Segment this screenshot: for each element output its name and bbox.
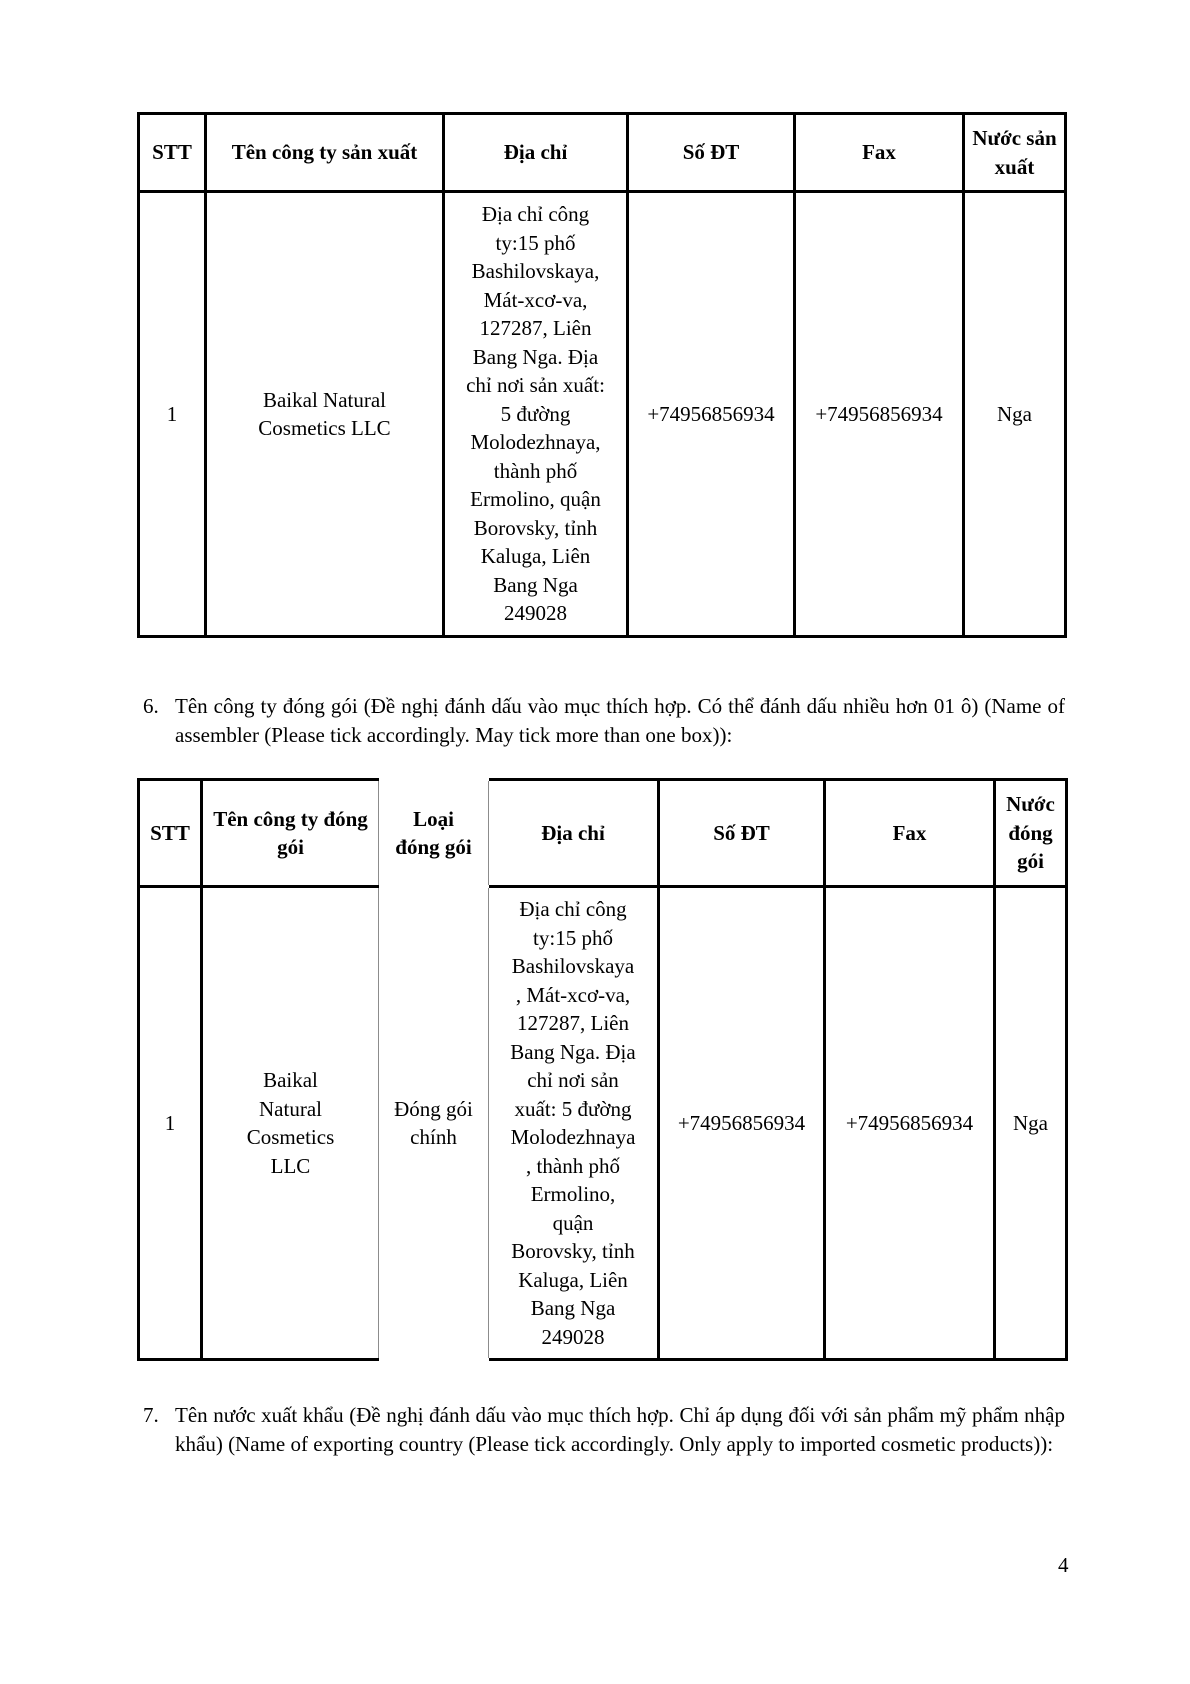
manufacturer-table-row (139, 192, 1066, 637)
page-number: 4 (1058, 1553, 1069, 1577)
cell-company-name: Baikal Natural Cosmetics LLC (206, 192, 444, 637)
cell-stt: 1 (139, 887, 202, 1360)
cell-packaging-type: Đóng gói chính (379, 887, 489, 1360)
col-header-address: Địa chỉ (444, 114, 628, 192)
col-header-phone: Số ĐT (628, 114, 795, 192)
col-header-manufacturer-name: Tên công ty sản xuất (206, 114, 444, 192)
col-header-assembler-name: Tên công ty đóng gói (202, 780, 379, 887)
col-header-stt: STT (139, 114, 206, 192)
section-7-paragraph (137, 1401, 1065, 1458)
manufacturer-table (137, 112, 1067, 638)
section-6-paragraph (137, 692, 1065, 749)
cell-country: Nga (964, 192, 1066, 637)
col-header-stt: STT (139, 780, 202, 887)
col-header-fax: Fax (825, 780, 995, 887)
cell-country: Nga (995, 887, 1067, 1360)
cell-fax: +74956856934 (795, 192, 964, 637)
section-6-number: 6. (143, 694, 159, 718)
col-header-address: Địa chỉ (489, 780, 659, 887)
col-header-packaging-type: Loại đóng gói (379, 780, 489, 887)
col-header-phone: Số ĐT (659, 780, 825, 887)
section-7-number: 7. (143, 1403, 159, 1427)
section-6-text: Tên công ty đóng gói (Đề nghị đánh dấu vào mục thích hợp. Có thể đánh dấu nhiều hơn 01 ô) (Name of assembler (Please tick accordingly. May tick more than one box)): (175, 694, 1065, 747)
col-header-manufacturing-country: Nước sản xuất (964, 114, 1066, 192)
manufacturer-table-header-row (139, 114, 1066, 192)
assembler-table (137, 778, 1068, 1361)
cell-company-name: Baikal Natural Cosmetics LLC (202, 887, 379, 1360)
cell-phone: +74956856934 (659, 887, 825, 1360)
col-header-fax: Fax (795, 114, 964, 192)
cell-phone: +74956856934 (628, 192, 795, 637)
section-7-text: Tên nước xuất khẩu (Đề nghị đánh dấu vào mục thích hợp. Chỉ áp dụng đối với sản phẩm mỹ phẩm nhập khẩu) (Name of exporting country (Please tick accordingly. Only apply to imported cosmetic products)): (175, 1403, 1065, 1456)
cell-address: Địa chỉ công ty:15 phố Bashilovskaya, Mát-xcơ-va, 127287, Liên Bang Nga. Địa chỉ nơi sản xuất: 5 đường Molodezhnaya, thành phố Ermolino, quận Borovsky, tỉnh Kaluga, Liên Bang Nga 249028 (444, 192, 628, 637)
assembler-table-header-row (139, 780, 1067, 887)
cell-address: Địa chỉ công ty:15 phố Bashilovskaya, Mát-xcơ-va, 127287, Liên Bang Nga. Địa chỉ nơi sản xuất: 5 đường Molodezhnaya, thành phố Ermolino, quận Borovsky, tỉnh Kaluga, Liên Bang Nga 249028 (489, 887, 659, 1360)
cell-stt: 1 (139, 192, 206, 637)
cell-fax: +74956856934 (825, 887, 995, 1360)
assembler-table-row (139, 887, 1067, 1360)
col-header-packaging-country: Nước đóng gói (995, 780, 1067, 887)
